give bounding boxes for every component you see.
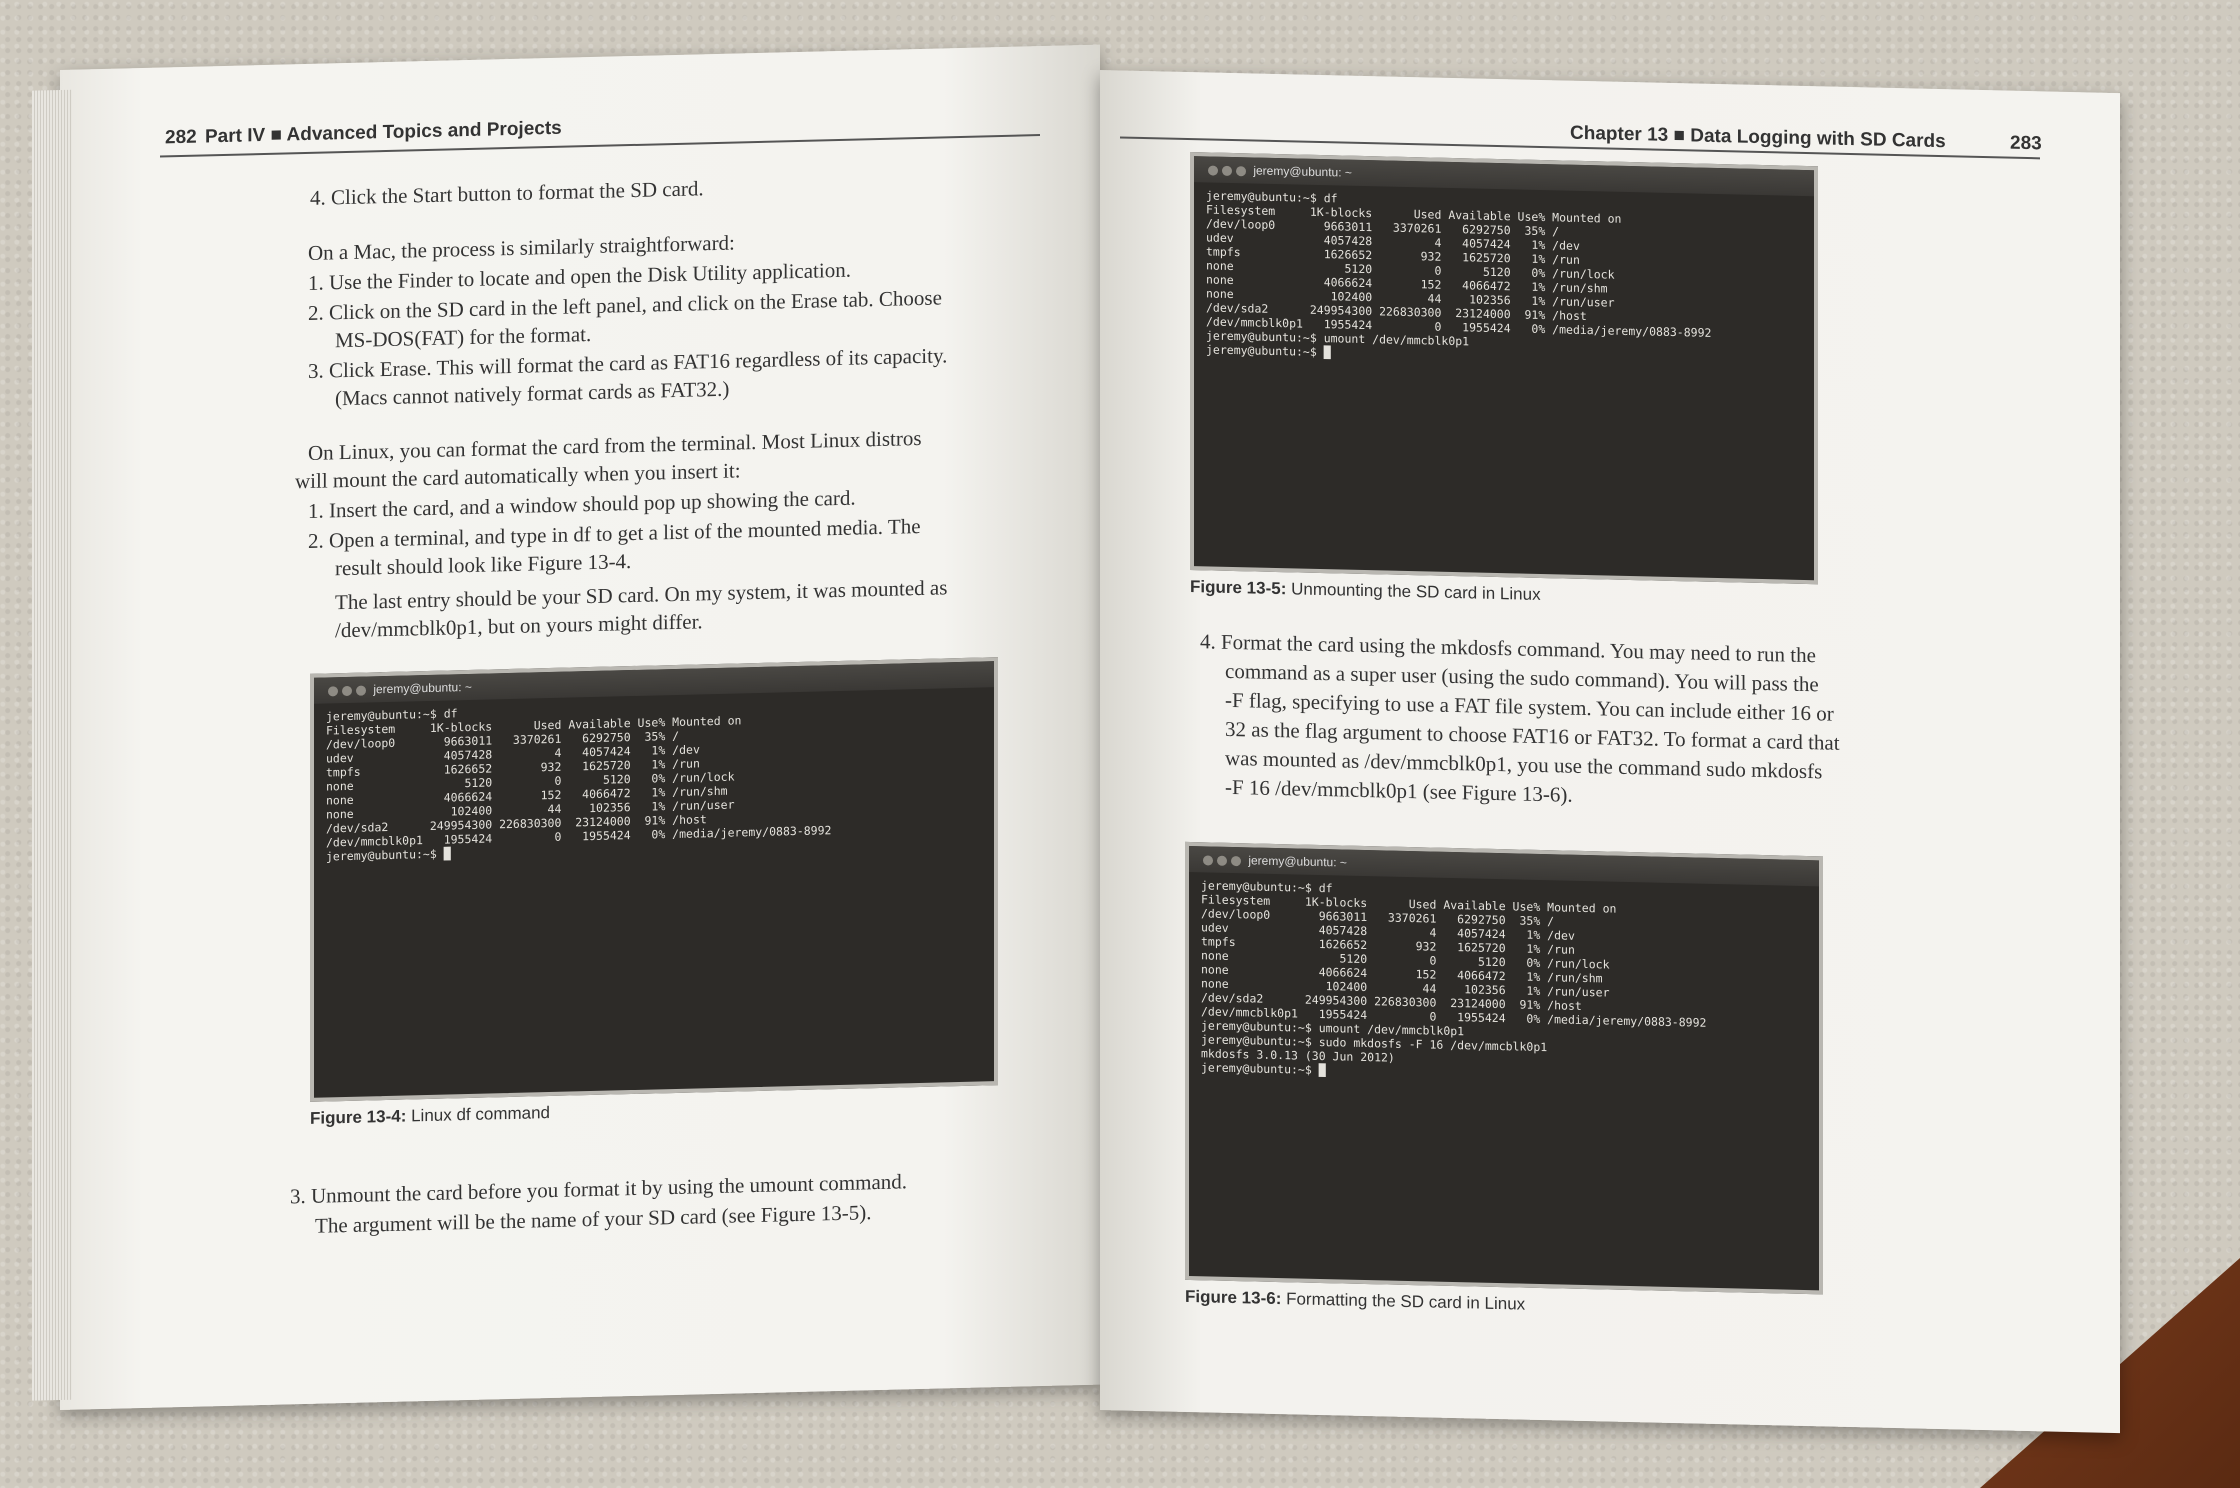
open-book bbox=[60, 70, 2120, 1410]
terminal-title: jeremy@ubuntu: ~ bbox=[1248, 853, 1347, 870]
figure-13-4-caption bbox=[310, 1103, 550, 1129]
figure-13-5-caption bbox=[1190, 577, 1541, 605]
linux-intro: On Linux, you can format the card from the terminal. Most Linux distros bbox=[308, 425, 922, 465]
linux-intro-cont: will mount the card automatically when you insert it: bbox=[295, 458, 741, 494]
close-dot-icon bbox=[1208, 165, 1218, 175]
close-dot-icon bbox=[328, 686, 338, 696]
terminal-output: jeremy@ubuntu:~$ df Filesystem 1K-blocks Used Available Use% Mounted on /dev/loop0 9663011 3370261 6292750 35% / udev 4057428 4 4057424 1% /dev tmpfs 1626652 932 1625720 1% /run none 5120 0 5120 0% /run/lock none 4066624 152 4066472 1% /run/shm none 102400 44 102356 1% /run/user /dev/sda2 249954300 226830300 23124000 91% /host /dev/mmcblk0p1 1955424 0 1955424 0% /media/jeremy/0883-8992 jeremy@ubuntu:~$ umount /dev/mmcblk0p1 jeremy@ubuntu:~$ sudo mkdosfs -F 16 /dev/mmcblk0p1 mkdosfs 3.0.13 (30 Jun 2012) jeremy@ubuntu:~$ █ bbox=[1201, 878, 1707, 1078]
step-3-unmount: 3. Unmount the card before you format it by using the umount command. bbox=[290, 1169, 908, 1209]
figure-caption: Linux df command bbox=[411, 1103, 550, 1126]
left-running-header: Part IV ■ Advanced Topics and Projects bbox=[205, 117, 562, 148]
step-4-line-4: 32 as the flag argument to choose FAT16 or FAT32. To format a card that bbox=[1225, 716, 1840, 755]
mac-intro: On a Mac, the process is similarly straightforward: bbox=[308, 230, 735, 265]
step-3-unmount-cont: The argument will be the name of your SD card (see Figure 13-5). bbox=[315, 1200, 872, 1238]
mac-step-2: 2. Click on the SD card in the left panel, and click on the Erase tab. Choose bbox=[308, 285, 942, 325]
close-dot-icon bbox=[1203, 855, 1213, 865]
mac-step-4: 4. Click the Start button to format the SD card. bbox=[310, 176, 704, 210]
minimize-dot-icon bbox=[1217, 855, 1227, 865]
minimize-dot-icon bbox=[1222, 166, 1232, 176]
step-4-line-1: 4. Format the card using the mkdosfs command. You may need to run the bbox=[1200, 629, 1816, 668]
terminal-output: jeremy@ubuntu:~$ df Filesystem 1K-blocks Used Available Use% Mounted on /dev/loop0 9663011 3370261 6292750 35% / udev 4057428 4 4057424 1% /dev tmpfs 1626652 932 1625720 1% /run none 5120 0 5120 0% /run/lock none 4066624 152 4066472 1% /run/shm none 102400 44 102356 1% /run/user /dev/sda2 249954300 226830300 23124000 91% /host /dev/mmcblk0p1 1955424 0 1955424 0% /media/jeremy/0883-8992 jeremy@ubuntu:~$ █ bbox=[326, 706, 832, 864]
terminal-figure-13-4 bbox=[310, 657, 998, 1102]
step-4-line-3: -F flag, specifying to use a FAT file system. You can include either 16 or bbox=[1225, 687, 1834, 726]
terminal-output: jeremy@ubuntu:~$ df Filesystem 1K-blocks Used Available Use% Mounted on /dev/loop0 9663011 3370261 6292750 35% / udev 4057428 4 4057424 1% /dev tmpfs 1626652 932 1625720 1% /run none 5120 0 5120 0% /run/lock none 4066624 152 4066472 1% /run/shm none 102400 44 102356 1% /run/user /dev/sda2 249954300 226830300 23124000 91% /host /dev/mmcblk0p1 1955424 0 1955424 0% /media/jeremy/0883-8992 jeremy@ubuntu:~$ umount /dev/mmcblk0p1 jeremy@ubuntu:~$ █ bbox=[1206, 188, 1712, 360]
linux-step-1: 1. Insert the card, and a window should pop up showing the card. bbox=[308, 485, 856, 523]
last-entry-note-cont: /dev/mmcblk0p1, but on yours might differ. bbox=[335, 609, 703, 643]
minimize-dot-icon bbox=[342, 686, 352, 696]
figure-label: Figure 13-4: bbox=[310, 1106, 407, 1128]
step-4-line-5: was mounted as /dev/mmcblk0p1, you use the command sudo mkdosfs bbox=[1225, 745, 1823, 784]
figure-label: Figure 13-6: bbox=[1185, 1286, 1282, 1309]
terminal-figure-13-6 bbox=[1185, 842, 1823, 1294]
terminal-figure-13-5 bbox=[1190, 152, 1818, 584]
left-page-number: 282 bbox=[165, 126, 197, 149]
mac-step-1: 1. Use the Finder to locate and open the Disk Utility application. bbox=[308, 257, 851, 295]
maximize-dot-icon bbox=[1236, 166, 1246, 176]
mac-step-3: 3. Click Erase. This will format the card as FAT16 regardless of its capacity. bbox=[308, 343, 948, 383]
terminal-title: jeremy@ubuntu: ~ bbox=[1253, 163, 1352, 180]
right-page bbox=[1100, 70, 2120, 1433]
linux-step-2: 2. Open a terminal, and type in df to get a list of the mounted media. The bbox=[308, 513, 921, 553]
linux-step-2-cont: result should look like Figure 13-4. bbox=[335, 549, 632, 581]
mac-step-2-cont: MS-DOS(FAT) for the format. bbox=[335, 322, 592, 353]
step-4-line-6: -F 16 /dev/mmcblk0p1 (see Figure 13-6). bbox=[1225, 774, 1573, 807]
mac-step-3-cont: (Macs cannot natively format cards as FAT32.) bbox=[335, 376, 730, 411]
figure-label: Figure 13-5: bbox=[1190, 577, 1287, 599]
page-edges bbox=[32, 90, 72, 1401]
figure-caption: Unmounting the SD card in Linux bbox=[1291, 579, 1541, 604]
left-page bbox=[60, 45, 1100, 1410]
maximize-dot-icon bbox=[1231, 856, 1241, 866]
maximize-dot-icon bbox=[356, 685, 366, 695]
terminal-title: jeremy@ubuntu: ~ bbox=[373, 679, 472, 697]
figure-caption: Formatting the SD card in Linux bbox=[1286, 1289, 1526, 1314]
step-4-line-2: command as a super user (using the sudo command). You will pass the bbox=[1225, 658, 1819, 697]
last-entry-note: The last entry should be your SD card. On my system, it was mounted as bbox=[335, 575, 948, 615]
figure-13-6-caption bbox=[1185, 1287, 1525, 1315]
right-running-header: Chapter 13 ■ Data Logging with SD Cards bbox=[1570, 122, 1946, 153]
right-page-number: 283 bbox=[2010, 132, 2042, 155]
